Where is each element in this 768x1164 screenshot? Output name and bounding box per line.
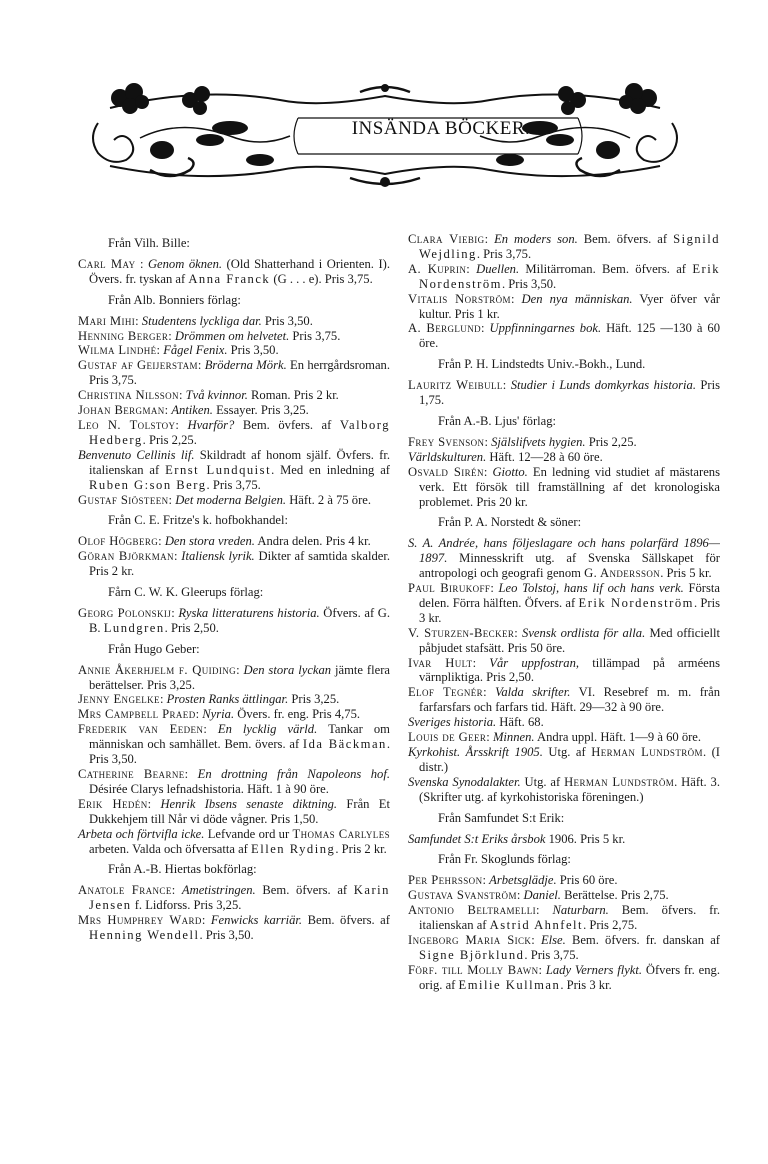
book-title: Två kvinnor.	[185, 388, 248, 403]
author-name: Herman Lundström	[564, 774, 675, 789]
book-entry	[78, 692, 390, 707]
entry-text: . (I distr.)	[419, 745, 720, 774]
author-name: Wilma Lindhé	[78, 343, 157, 358]
book-entry	[408, 715, 720, 730]
author-name: Anatole France	[78, 883, 172, 898]
book-entry	[78, 797, 390, 827]
entry-text: :	[466, 261, 477, 276]
book-title: Naturbarn.	[552, 903, 609, 918]
author-name: Herman Lundström	[591, 745, 703, 759]
publisher-heading: Från Vilh. Bille:	[108, 236, 190, 250]
entry-text: :	[514, 625, 523, 640]
book-title: Fenwicks karriär.	[210, 913, 303, 928]
book-entry	[408, 745, 720, 775]
entry-text: Andra delen. Pris 4 kr.	[254, 534, 371, 549]
author-name: Erik Hedén	[78, 796, 148, 811]
entry-text: Bem. övfers. af	[234, 417, 340, 432]
translator-name: Erik Nordenström	[578, 595, 694, 610]
publisher-heading: Från A.-B. Ljus' förlag:	[438, 413, 557, 428]
entry-text: :	[201, 913, 211, 928]
author-name: Vitalis Norström	[408, 291, 511, 306]
publisher-heading: Från P. H. Lindstedts Univ.-Bokh., Lund.	[438, 357, 646, 372]
book-title: Daniel.	[523, 888, 561, 903]
entry-text: Med officiellt påbjudet stafsätt. Pris 50 öre.	[419, 625, 720, 655]
author-name: Lauritz Weibull	[408, 378, 503, 393]
entry-text: :	[168, 492, 176, 507]
book-title: S. A. Andrée, hans följeslagare och hans polarfärd 1896—1897.	[408, 536, 720, 566]
entry-text: :	[178, 388, 186, 403]
author-name: Ingeborg Maria Sick	[408, 932, 532, 947]
book-entry	[408, 775, 720, 805]
book-entry	[408, 933, 720, 963]
header-banner	[80, 78, 690, 190]
entry-text: Häft. 68.	[496, 715, 544, 730]
entry-text: Tankar om människan och samhället. Bem. övers. af	[89, 722, 390, 752]
entry-text: :	[510, 291, 522, 306]
entry-text: :	[482, 873, 490, 888]
book-title: En drottning från Napoleons hof.	[197, 767, 390, 781]
entry-text: Bem. öfvers. af	[302, 913, 390, 928]
book-entry	[78, 388, 390, 403]
book-title: Genom öknen.	[147, 256, 223, 271]
entry-text: Pris 3,25.	[288, 692, 340, 707]
entry-text: :	[472, 655, 490, 670]
book-entry	[78, 448, 390, 493]
entry-text: Pris 60 öre.	[556, 873, 618, 888]
entry-text: :	[490, 581, 499, 596]
book-title: Kyrkohist. Årsskrift 1905.	[408, 745, 543, 759]
author-name: Christina Nilsson	[78, 388, 179, 403]
book-entry	[78, 827, 390, 857]
translator-name: Signe Björklund	[419, 947, 525, 962]
author-name: Olof Högberg	[78, 534, 159, 549]
book-title: Studier i Lunds domkyrkas historia.	[510, 378, 696, 393]
entry-text: :	[481, 321, 490, 336]
book-title: Sveriges historia.	[408, 715, 497, 730]
entry-text: Bem. öfvers. af	[577, 232, 674, 246]
book-entry	[78, 418, 390, 448]
entry-text: :	[175, 417, 188, 432]
entry-text: :	[236, 662, 244, 677]
entry-text: . Pris 3,75.	[524, 947, 579, 962]
book-entry	[408, 685, 720, 715]
entry-text: Pris 3,50.	[227, 343, 279, 358]
author-name: A. Berglund	[408, 321, 481, 336]
publisher-heading: Från Alb. Bonniers förlag:	[108, 292, 241, 307]
book-entry	[408, 465, 720, 510]
translator-name: Ellen Ryding	[251, 841, 336, 856]
book-entry	[78, 343, 390, 358]
author-name: Förf. till Molly Bawn	[408, 962, 539, 977]
book-title: Ametistringen.	[181, 883, 256, 898]
book-title: Det moderna Belgien.	[175, 492, 287, 507]
translator-name: Karin Jensen	[89, 883, 390, 913]
entry-text: (G . . . e). Pris 3,75.	[270, 271, 373, 286]
author-name: Antonio Beltramelli	[408, 903, 537, 918]
entry-text: :	[147, 796, 161, 811]
entry-text: :	[195, 707, 203, 722]
translator-name: Astrid Ahnfelt	[489, 918, 584, 933]
book-entry	[78, 358, 390, 388]
entry-text: Häft. 2 à 75 öre.	[286, 492, 372, 507]
publisher-section	[408, 515, 720, 804]
entry-text: Dikter af samtida skalder. Pris 2 kr.	[89, 549, 390, 579]
entry-text: . Pris 3,50.	[89, 737, 390, 767]
book-title: Prosten Ranks ättlingar.	[166, 692, 289, 707]
book-title: Leo Tolstoj, hans lif och hans verk.	[498, 581, 684, 596]
entry-text: . Pris 2,75.	[583, 918, 638, 933]
entry-text: jämte flera berättelser. Pris 3,25.	[89, 662, 390, 692]
entry-text: . Pris 5 kr.	[660, 566, 712, 581]
entry-text: . Pris 3 kr.	[419, 595, 720, 625]
book-title: Samfundet S:t Eriks årsbok	[408, 831, 546, 846]
book-entry	[408, 581, 720, 626]
author-name: Jenny Engelke	[78, 692, 160, 707]
author-name: Elof Tegnér	[408, 685, 484, 700]
entry-text: . Pris 2,50.	[164, 620, 219, 635]
entry-text: :	[516, 888, 524, 903]
entry-text: :	[159, 692, 167, 707]
translator-name: Valborg Hedberg	[89, 417, 391, 447]
author-name: Gustaf af Geijerstam	[78, 358, 198, 373]
entry-text: f. Lidforss. Pris 3,25.	[131, 898, 242, 913]
author-name: Göran Björkman	[78, 549, 174, 564]
book-title: Världskulturen.	[408, 449, 487, 464]
entry-text: Berättelse. Pris 2,75.	[560, 888, 669, 903]
book-entry	[408, 435, 720, 450]
publisher-section	[408, 232, 720, 351]
book-title: Minnen.	[492, 730, 535, 745]
book-title: Nyria.	[202, 707, 235, 722]
author-name: Thomas Carlyles	[292, 826, 390, 841]
entry-text: Bem. öfvers. fr. danskan af	[565, 932, 720, 947]
book-title: Duellen.	[476, 261, 520, 276]
book-title: Vår uppfostran,	[489, 655, 580, 670]
entry-text: :	[197, 358, 205, 373]
book-title: En moders son.	[494, 232, 578, 246]
translator-name: Erik Nordenström	[419, 261, 721, 291]
entry-text: Skildradt af honom själf. Övfers. fr. italienskan af	[89, 447, 390, 477]
entry-text: Från Et Dukkehjem till Når vi döde vågner. Pris 1,50.	[89, 796, 390, 826]
book-entry	[408, 292, 720, 322]
book-entry	[78, 767, 390, 797]
book-title: Else.	[540, 932, 566, 947]
entry-text: Pris 3,75.	[289, 328, 341, 343]
book-entry	[78, 913, 390, 943]
author-name: Mrs Humphrey Ward	[78, 913, 202, 928]
book-title: Den stora lyckan	[243, 662, 332, 677]
author-name: Ivar Hult	[408, 655, 473, 670]
entry-text: tillämpad på arméens värnpliktiga. Pris 2,50.	[419, 655, 720, 685]
publisher-section	[78, 513, 390, 579]
book-entry	[408, 888, 720, 903]
entry-text: :	[483, 464, 493, 479]
entry-text: :	[158, 534, 165, 549]
entry-text: 1906. Pris 5 kr.	[545, 831, 626, 846]
entry-text: :	[173, 549, 182, 564]
publisher-section	[78, 585, 390, 636]
translator-name: Lundgren	[103, 620, 165, 635]
book-entry	[78, 722, 390, 767]
entry-text: . Med en inledning af	[271, 462, 391, 477]
entry-text: . Pris 2,25.	[142, 432, 197, 447]
entry-text: Öfvers fr. eng. orig. af	[419, 962, 720, 992]
entry-text: Pris 1,75.	[419, 378, 720, 408]
entry-text: :	[483, 685, 496, 700]
book-entry	[78, 493, 390, 508]
entry-text: . Pris 3,75.	[206, 477, 261, 492]
book-entry	[408, 832, 720, 847]
book-entry	[408, 626, 720, 656]
publisher-heading: Fårn C. W. K. Gleerups förlag:	[108, 585, 264, 600]
entry-text: :	[168, 328, 175, 343]
author-name: Paul Birukoff	[408, 581, 491, 596]
book-entry	[78, 707, 390, 722]
book-title: Henrik Ibsens senaste diktning.	[160, 796, 338, 811]
author-name: Annie Åkerhjelm f. Quiding	[78, 662, 237, 677]
entry-text: VI. Resebref m. m. från farfarsfars och farfars tid. Häft. 29—32 à 90 öre.	[419, 685, 720, 715]
entry-text: Lefvande ord ur	[204, 826, 293, 841]
book-title: Antiken.	[171, 403, 213, 418]
book-title: Arbeta och förtvifla icke.	[78, 826, 205, 841]
book-title: Den nya människan.	[521, 291, 633, 306]
author-name: A. Kuprin	[408, 261, 467, 276]
translator-name: Signild Wejdling	[419, 232, 720, 261]
author-name: Carl May	[78, 256, 136, 271]
book-entry	[408, 378, 720, 408]
book-entry	[78, 606, 390, 636]
entry-text: (Old Shatterhand i Orienten. I). Övers. fr. tyskan af	[89, 256, 390, 286]
book-entry	[78, 403, 390, 418]
entry-text: Désirée Clarys lefnadshistoria. Häft. 1 à 90 öre.	[89, 781, 329, 796]
entry-text: Övers. fr. eng. Pris 4,75.	[234, 707, 361, 722]
entry-text: . Pris 3,50.	[501, 276, 557, 291]
translator-name: Anna Franck	[188, 271, 271, 286]
entry-text: :	[484, 434, 492, 449]
author-name: Leo N. Tolstoy	[78, 417, 176, 432]
book-entry	[408, 262, 720, 292]
entry-text: Första delen. Förra hälften. Öfvers. af	[419, 581, 720, 610]
entry-text: :	[203, 722, 218, 737]
entry-text: Pris 3,50.	[261, 313, 313, 328]
entry-text: Bem. öfvers. af	[255, 883, 354, 898]
author-name: Osvald Sirén	[408, 464, 484, 479]
entry-text: Essayer. Pris 3,25.	[212, 403, 309, 418]
entry-text: :	[171, 883, 182, 898]
entry-text: Roman. Pris 2 kr.	[247, 388, 339, 403]
author-name: Georg Polonskij	[78, 605, 172, 620]
book-entry	[408, 656, 720, 686]
publisher-heading: Från Samfundet S:t Erik:	[438, 810, 565, 825]
author-name: Mrs Campbell Praed	[78, 707, 196, 722]
author-name: Mari Mihi	[78, 313, 136, 328]
book-title: Valda skrifter.	[495, 685, 571, 700]
publisher-heading: Från P. A. Norstedt & söner:	[438, 515, 582, 530]
book-entry	[78, 549, 390, 579]
author-name: Clara Viebig	[408, 232, 485, 246]
author-name: Catherine Bearne	[78, 767, 185, 781]
publisher-heading: Från Fr. Skoglunds förlag:	[438, 852, 571, 867]
book-title: Bröderna Mörk.	[204, 358, 287, 373]
book-title: Lady Verners flykt.	[545, 962, 643, 977]
entry-text: :	[484, 232, 495, 246]
publisher-section	[78, 642, 390, 857]
publisher-section	[408, 852, 720, 992]
book-entry	[408, 963, 720, 993]
author-name: Johan Bergman	[78, 403, 165, 418]
book-title: Studentens lyckliga dar.	[141, 313, 262, 328]
author-name: Gustaf Siösteen	[78, 492, 169, 507]
publisher-section	[78, 236, 390, 287]
book-entry	[78, 329, 390, 344]
entry-text: :	[156, 343, 164, 358]
entry-text: Utg. af	[520, 774, 565, 789]
entry-text: arbeten. Valda och öfversatta af	[89, 841, 252, 856]
entry-text: :	[502, 378, 511, 393]
entry-text: :	[164, 403, 172, 418]
translator-name: Ida Bäckman	[302, 737, 387, 752]
entry-text: Minnesskrift utg. af Svenska Sällskapet för antropologi och geografi genom	[419, 551, 720, 581]
book-entry	[78, 534, 390, 549]
author-name: Louis de Geer	[408, 730, 487, 745]
book-title: En lycklig värld.	[217, 722, 318, 737]
entry-text: . Pris 2 kr.	[335, 841, 387, 856]
translator-name: Henning Wendell	[89, 928, 200, 943]
publisher-heading: Från Hugo Geber:	[108, 641, 200, 656]
book-entry	[408, 730, 720, 745]
publisher-section	[78, 862, 390, 943]
book-entry	[408, 903, 720, 933]
entry-text: :	[171, 605, 179, 620]
entry-text: Pris 2,25.	[585, 434, 637, 449]
book-title: Hvarför?	[187, 417, 235, 432]
author-name: Henning Berger	[78, 328, 169, 343]
entry-text: Öfvers. af G. B.	[89, 605, 391, 635]
book-title: Själslifvets hygien.	[491, 434, 586, 449]
translator-name: Emilie Kullman	[458, 977, 561, 992]
book-entry	[78, 314, 390, 329]
book-entry	[78, 883, 390, 913]
book-title: Fågel Fenix.	[163, 343, 228, 358]
translator-name: Ernst Lundquist	[165, 462, 272, 477]
publisher-section	[408, 414, 720, 509]
author-name: G. Andersson	[584, 566, 661, 581]
book-entry	[78, 663, 390, 693]
book-entry	[408, 873, 720, 888]
book-title: Italiensk lyrik.	[181, 549, 255, 564]
entry-text: :	[184, 767, 198, 781]
entry-text: Häft. 125 —130 à 60 öre.	[419, 321, 720, 351]
author-name: Gustava Svanström	[408, 888, 517, 903]
book-entry	[408, 232, 720, 262]
entry-text: :	[531, 932, 541, 947]
entry-text: . Pris 3,50.	[199, 928, 254, 943]
book-title: Arbetsglädje.	[489, 873, 557, 888]
right-column	[408, 232, 720, 999]
book-entry	[408, 536, 720, 581]
entry-text: :	[486, 730, 493, 745]
entry-text: :	[536, 903, 553, 918]
author-name: V. Sturzen-Becker	[408, 625, 515, 640]
entry-text: En ledning vid studiet af mästarens verk. Ett försök till framställning af det kronologiska problemet. Pris 20 kr.	[419, 464, 720, 509]
book-title: Giotto.	[492, 464, 528, 479]
entry-text: . Pris 3 kr.	[560, 977, 612, 992]
book-entry	[408, 450, 720, 465]
book-title: Den stora vreden.	[164, 534, 255, 549]
publisher-section	[78, 293, 390, 508]
entry-text: Häft. 12—28 à 60 öre.	[486, 449, 603, 464]
entry-text: . Pris 3,75.	[476, 246, 532, 261]
author-name: Frederik van Eeden	[78, 722, 204, 737]
entry-text: Utg. af	[542, 745, 592, 759]
entry-text: :	[135, 256, 148, 271]
publisher-section	[408, 811, 720, 847]
publisher-heading: Från A.-B. Hiertas bokförlag:	[108, 862, 257, 877]
book-title: Svenska Synodalakter.	[408, 774, 521, 789]
author-name: Per Pehrsson	[408, 873, 483, 888]
book-title: Ryska litteraturens historia.	[178, 605, 320, 620]
entry-text: :	[538, 962, 546, 977]
publisher-section	[408, 357, 720, 408]
entry-text: Vyer öfver vår kultur. Pris 1 kr.	[419, 291, 720, 321]
book-title: Svensk ordlista för alla.	[522, 625, 646, 640]
publisher-heading: Från C. E. Fritze's k. hofbokhandel:	[108, 513, 288, 528]
entry-text: Bem. öfvers. fr. italienskan af	[419, 903, 721, 933]
book-title: Drömmen om helvetet.	[174, 328, 290, 343]
entry-text: En herrgårdsroman. Pris 3,75.	[89, 358, 390, 388]
author-name: Frey Svenson	[408, 434, 485, 449]
book-entry	[78, 257, 390, 287]
entry-text: :	[135, 313, 142, 328]
translator-name: Ruben G:son Berg	[89, 477, 207, 492]
book-entry	[408, 321, 720, 351]
left-column	[78, 232, 390, 949]
entry-text: Andra uppl. Häft. 1—9 à 60 öre.	[534, 730, 702, 745]
entry-text: Militärroman. Bem. öfvers. af	[519, 261, 693, 276]
book-title: Benvenuto Cellinis lif.	[78, 447, 195, 462]
entry-text: . Häft. 3. (Skrifter utg. af kyrkohistoriska föreningen.)	[419, 774, 720, 804]
book-title: Uppfinningarnes bok.	[489, 321, 602, 336]
page-title: INSÄNDA BÖCKER.	[351, 118, 531, 139]
